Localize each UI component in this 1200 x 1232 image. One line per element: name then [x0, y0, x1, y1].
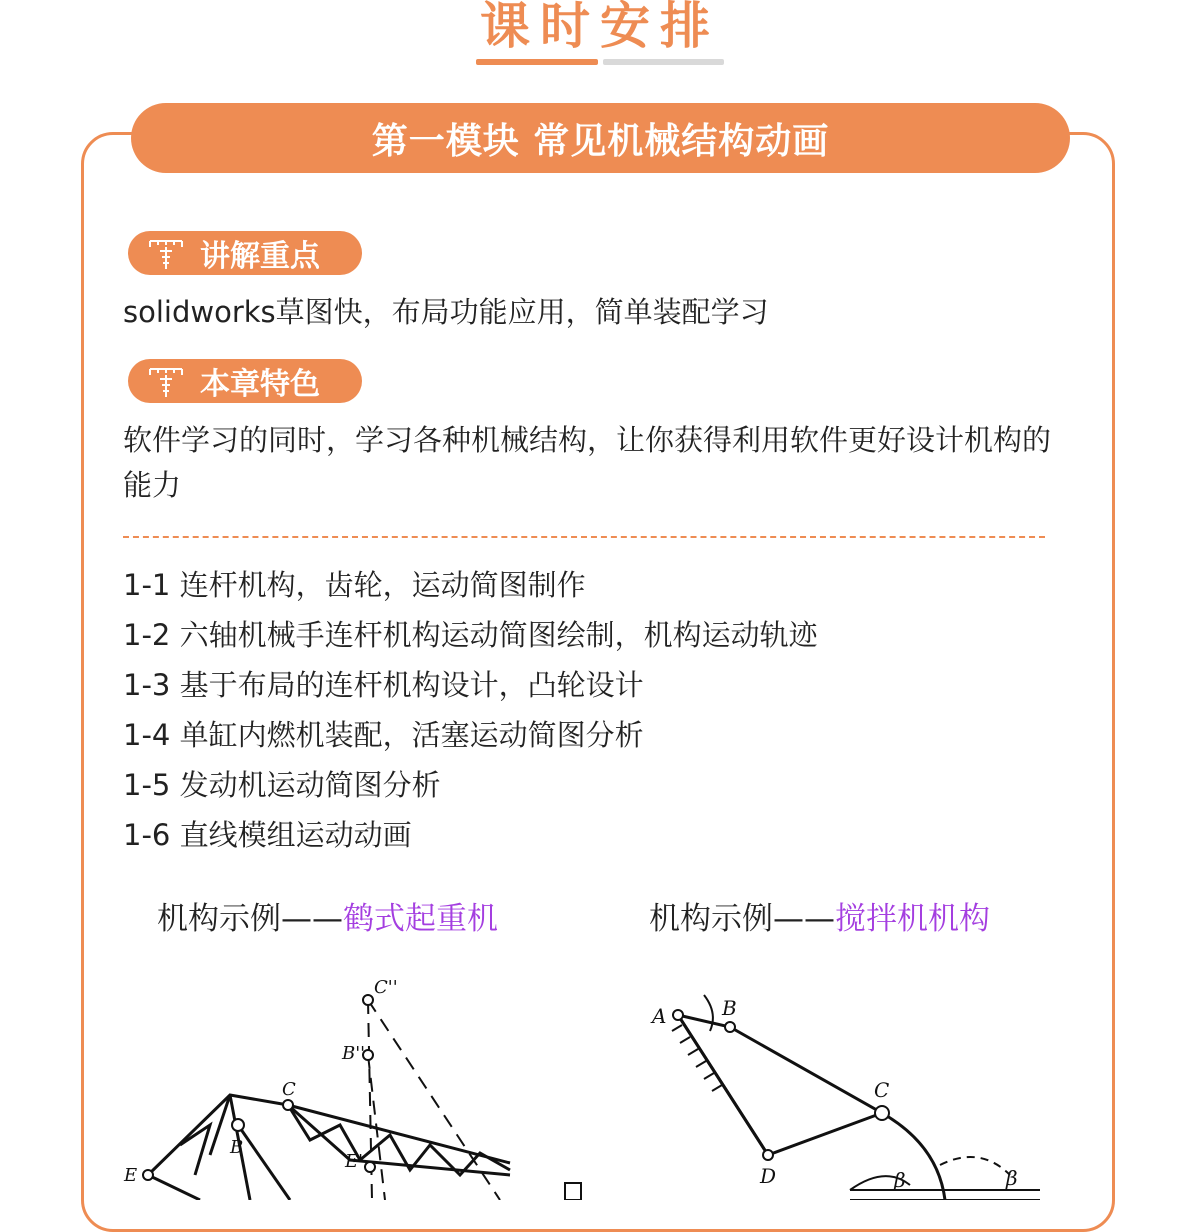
point-label-b2: B'' [342, 1043, 366, 1064]
example-caption-name: 搅拌机机构 [835, 901, 990, 937]
lesson-item: 1-2 六轴机械手连杆机构运动简图绘制，机构运动轨迹 [123, 618, 818, 652]
example-caption-prefix: 机构示例—— [157, 901, 343, 937]
example-caption-crane [157, 893, 498, 938]
point-label-e2: E' [345, 1151, 364, 1172]
lesson-item: 1-1 连杆机构，齿轮，运动简图制作 [123, 568, 586, 602]
point-label-b: B [722, 996, 737, 1020]
lesson-list [123, 560, 1083, 860]
title-underline-gray [603, 59, 724, 65]
ruler-icon [146, 361, 186, 401]
point-label-c2: C'' [374, 977, 398, 998]
crane-mechanism-diagram [110, 975, 590, 1200]
example-caption-name: 鹤式起重机 [343, 901, 498, 937]
section-tag-label: 讲解重点 [200, 239, 320, 274]
mixer-mechanism-diagram [640, 985, 1060, 1200]
point-label-c: C [282, 1079, 296, 1100]
lesson-item: 1-6 直线模组运动动画 [123, 818, 412, 852]
page-title: 课时安排 [480, 0, 720, 55]
section-text-key-points: solidworks草图快，布局功能应用，简单装配学习 [123, 295, 769, 329]
example-caption-prefix: 机构示例—— [649, 901, 835, 937]
point-label-a: A [652, 1004, 667, 1028]
angle-label-beta-1: β [894, 1168, 906, 1192]
dashed-divider [123, 536, 1045, 538]
section-tag-key-points [128, 231, 362, 275]
lesson-item: 1-4 单缸内燃机装配，活塞运动简图分析 [123, 718, 644, 752]
angle-label-beta-2: β [1006, 1166, 1018, 1190]
section-tag-label: 本章特色 [200, 367, 320, 402]
lesson-item: 1-3 基于布局的连杆机构设计，凸轮设计 [123, 668, 644, 702]
ruler-icon [146, 233, 186, 273]
point-label-b: B [230, 1137, 244, 1158]
lesson-item: 1-5 发动机运动简图分析 [123, 768, 441, 802]
title-underline-accent [476, 59, 598, 65]
example-caption-mixer [649, 893, 990, 938]
point-label-e: E [124, 1165, 138, 1186]
module-banner: 第一模块 常见机械结构动画 [131, 103, 1070, 173]
section-text-features: 软件学习的同时，学习各种机械结构，让你获得利用软件更好设计机构的能力 [123, 423, 1052, 502]
section-tag-features [128, 359, 362, 403]
point-label-d: D [760, 1164, 777, 1188]
point-label-c: C [874, 1078, 890, 1102]
